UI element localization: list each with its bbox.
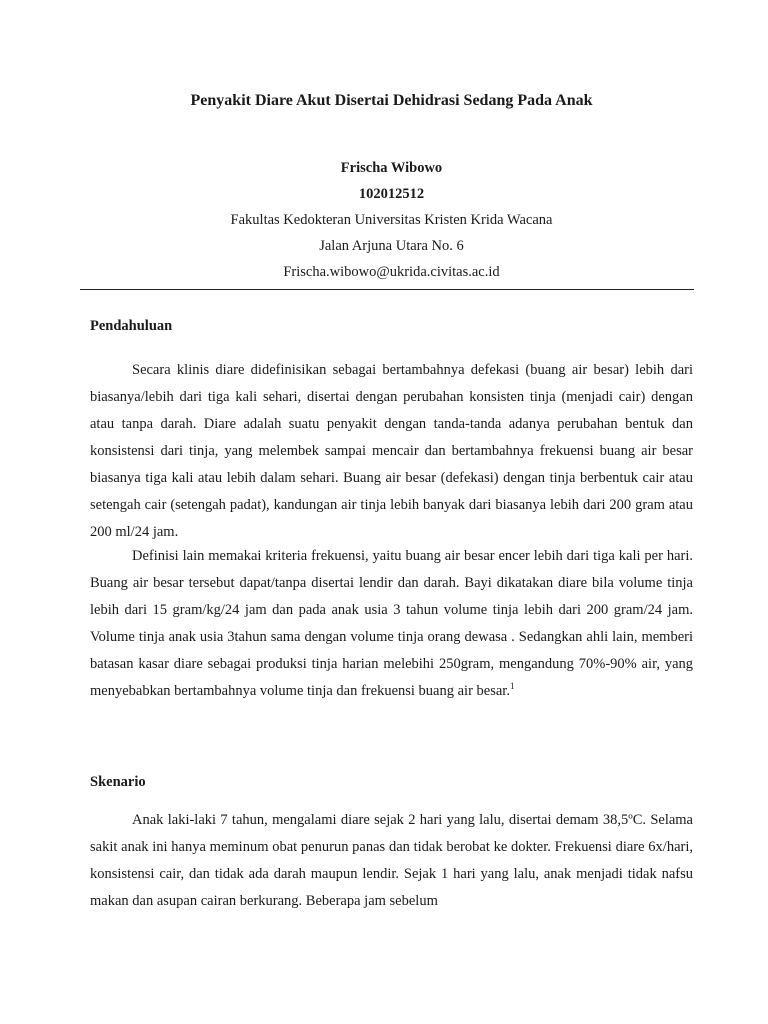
author-id: 102012512 (358, 186, 425, 202)
author-address: Jalan Arjuna Utara No. 6 (319, 238, 464, 254)
footnote-marker: 1 (509, 681, 515, 692)
author-block (90, 155, 693, 285)
paragraph-text: Definisi lain memakai kriteria frekuensi, yaitu buang air besar encer lebih dari tiga kali per hari. Buang air besar tersebut dapat/tanpa disertai lendir dan darah. Bayi dikatakan diare bila volume tinja lebih dari 15 gram/kg/24 jam dan pada anak usia 3 tahun volume tinja lebih dari 200 gram/24 jam. Volume tinja anak usia 3tahun sama dengan volume tinja orang dewasa . Sedangkan ahli lain, memberi batasan kasar diare sebagai produksi tinja harian melebihi 250gram, mengandung 70%-90% air, yang menyebabkan bertambahnya volume tinja dan frekuensi buang air besar. (90, 548, 693, 699)
paragraph-pendahuluan-2 (90, 543, 693, 705)
author-email: Frischa.wibowo@ukrida.civitas.ac.id (283, 264, 500, 280)
author-name: Frischa Wibowo (340, 160, 443, 176)
paragraph-text: Secara klinis diare didefinisikan sebagai bertambahnya defekasi (buang air besar) lebih dari biasanya/lebih dari tiga kali sehari, disertai dengan perubahan konsisten tinja (menjadi cair) dengan atau tanpa darah. Diare adalah suatu penyakit dengan tanda-tanda adanya perubahan bentuk dan konsistensi dari tinja, yang melembek sampai mencair dan bertambahnya frekuensi buang air besar biasanya tiga kali atau lebih dalam sehari. Buang air besar (defekasi) dengan tinja berbentuk cair atau setengah cair (setengah padat), kandungan air tinja lebih banyak dari biasanya lebih dari 200 gram atau 200 ml/24 jam. (90, 362, 693, 540)
paragraph-pendahuluan-1 (90, 357, 693, 546)
paragraph-skenario-1 (90, 807, 693, 915)
author-affiliation: Fakultas Kedokteran Universitas Kristen Krida Wacana (230, 212, 553, 228)
document-title: Penyakit Diare Akut Disertai Dehidrasi Sedang Pada Anak (190, 92, 593, 109)
paragraph-text: Anak laki-laki 7 tahun, mengalami diare sejak 2 hari yang lalu, disertai demam 38,5ºC. Selama sakit anak ini hanya meminum obat penurun panas dan tidak berobat ke dokter. Frekuensi diare 6x/hari, konsistensi cair, dan tidak ada darah maupun lendir. Sejak 1 hari yang lalu, anak menjadi tidak nafsu makan dan asupan cairan berkurang. Beberapa jam sebelum (90, 812, 693, 909)
header-divider (80, 289, 694, 290)
section-heading-pendahuluan: Pendahuluan (90, 318, 173, 334)
section-heading-skenario: Skenario (90, 774, 146, 790)
